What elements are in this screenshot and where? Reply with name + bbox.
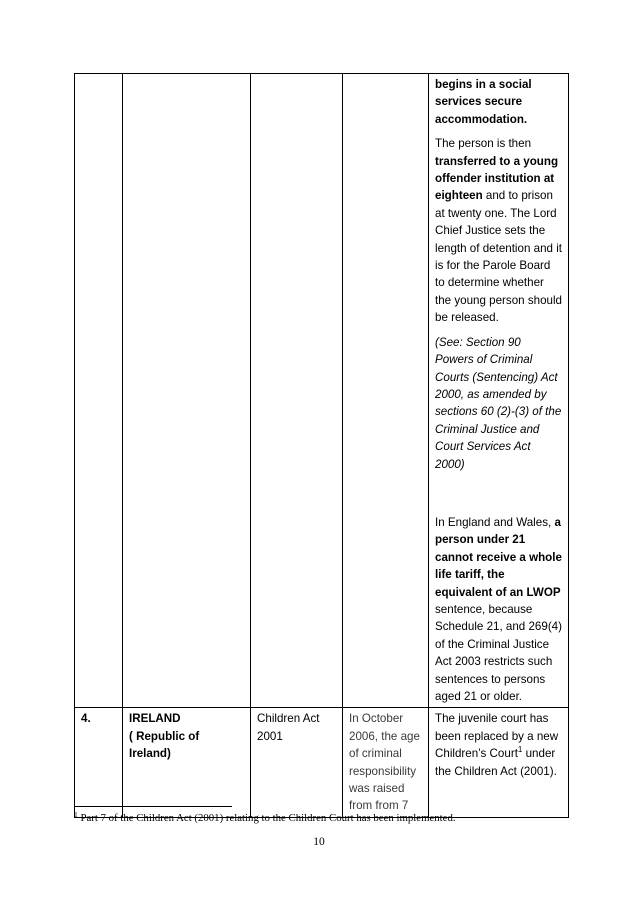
country-cell (123, 74, 251, 708)
notes-paragraph-england-wales (435, 514, 562, 705)
row-number: 4. (75, 708, 123, 817)
footnote-separator (74, 806, 232, 807)
country-name-line1: IRELAND (129, 712, 181, 726)
notes-text: In England and Wales, (435, 515, 555, 529)
table-row-continuation (75, 74, 569, 708)
notes-text: The person is then (435, 137, 532, 151)
age-of-responsibility: In October 2006, the age of criminal responsibility was raised from from 7 (343, 708, 429, 817)
country-comparison-table (74, 73, 569, 818)
notes-paragraph-secure-accommodation: begins in a social services secure accommodation. (435, 78, 532, 126)
court-notes-text: under the Children Act (2001). (435, 747, 557, 778)
notes-bold-text: transferred to a young offender institution at eighteen (435, 154, 559, 203)
number-cell (75, 74, 123, 708)
country-name (123, 708, 251, 817)
law-cell (251, 74, 343, 708)
notes-cell (429, 74, 569, 708)
table-row-ireland (75, 708, 569, 817)
footnote (74, 812, 456, 824)
court-notes (429, 708, 569, 817)
notes-bold-text: a person under 21 cannot receive a whole life tariff, the equivalent of an LWOP (435, 515, 562, 599)
age-cell (343, 74, 429, 708)
notes-text: and to prison at twenty one. The Lord Chief Justice sets the length of detention and it is for the Parole Board to determine whether the young person should be released. (435, 189, 562, 325)
footnote-text: Part 7 of the Children Act (2001) relating to the Children Court has been implemented. (77, 812, 456, 824)
notes-paragraph-transfer (435, 135, 562, 326)
court-notes-text: The juvenile court has been replaced by a new Children’s Court (435, 712, 559, 761)
notes-text: sentence, because Schedule 21, and 269(4) of the Criminal Justice Act 2003 restricts such sentences to persons aged 21 or older. (435, 602, 562, 703)
page-number: 10 (313, 836, 325, 848)
footnote-ref[interactable]: 1 (517, 745, 523, 755)
notes-paragraph-citation: (See: Section 90 Powers of Criminal Courts (Sentencing) Act 2000, as amended by sections 60 (2)-(3) of the Criminal Justice and Court Services Act 2000) (435, 335, 562, 471)
footnote-marker: 1 (74, 810, 78, 819)
law-name: Children Act 2001 (251, 708, 343, 817)
country-name-line2: ( Republic of Ireland) (129, 729, 200, 761)
